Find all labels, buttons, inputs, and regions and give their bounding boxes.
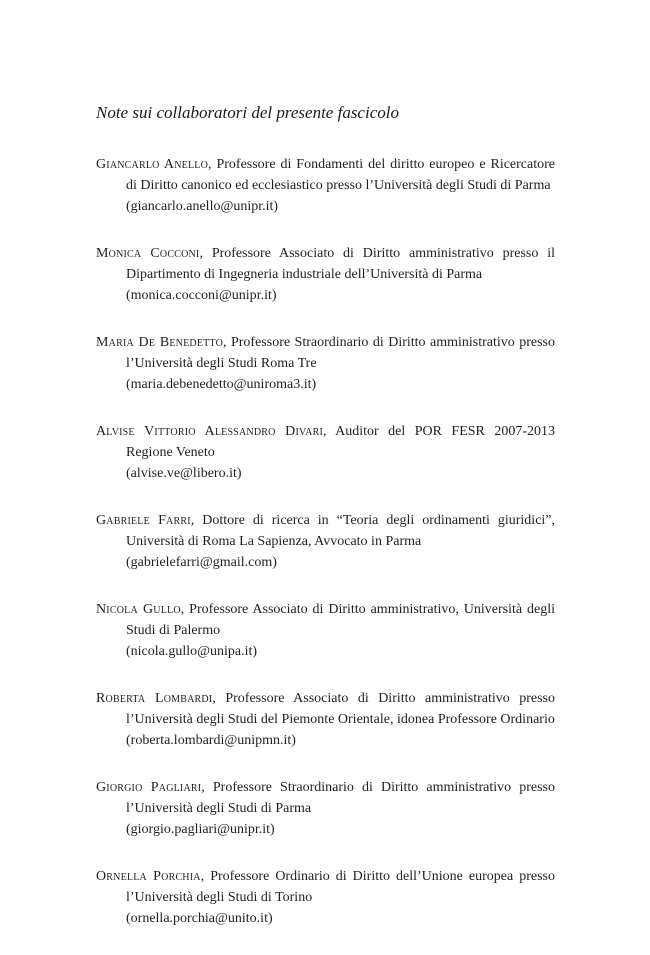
contributor-email: (gabrielefarri@gmail.com) [126,555,277,570]
contributor-entry: Monica Cocconi, Professore Associato di Diritto amministrativo presso il Dipartimento di Ingegneria industriale dell’Università di Parma (monica.cocconi@unipr.it) [96,243,555,306]
contributor-entry: Giorgio Pagliari, Professore Straordinario di Diritto amministrativo presso l’Università degli Studi di Parma (giorgio.pagliari@unipr.it) [96,777,555,840]
contributor-email: (monica.cocconi@unipr.it) [126,288,277,303]
contributor-description: Professore Ordinario di Diritto dell’Unione europea presso l’Università degli Studi di Torino [126,869,555,905]
contributor-name: Ornella Porchia [96,869,201,884]
contributor-entry: Roberta Lombardi, Professore Associato di Diritto amministrativo presso l’Università degli Studi del Piemonte Orientale, idonea Professore Ordinario (roberta.lombardi@unipmn.it) [96,688,555,751]
contributor-description: Professore Straordinario di Diritto amministrativo presso l’Università degli Studi Roma Tre [126,335,555,371]
contributor-email: (nicola.gullo@unipa.it) [126,644,258,659]
contributor-entry: Ornella Porchia, Professore Ordinario di Diritto dell’Unione europea presso l’Università degli Studi di Torino (ornella.porchia@unito.it) [96,866,555,929]
contributor-description: Professore Straordinario di Diritto amministrativo presso l’Università degli Studi di Parma [126,780,556,816]
contributor-name: Nicola Gullo [96,602,181,617]
contributor-entry: Giancarlo Anello, Professore di Fondamenti del diritto europeo e Ricercatore di Diritto canonico ed ecclesiastico presso l’Università degli Studi di Parma (giancarlo.anello@unipr.it) [96,154,555,217]
contributor-description: Professore di Fondamenti del diritto europeo e Ricercatore di Diritto canonico ed ecclesiastico presso l’Università degli Studi di Parma [126,157,555,193]
contributor-description: Professore Associato di Diritto amministrativo presso il Dipartimento di Ingegneria industriale dell’Università di Parma [126,246,556,282]
contributor-email: (giancarlo.anello@unipr.it) [126,199,279,214]
contributor-name: Monica Cocconi [96,246,200,261]
contributors-list [96,154,555,955]
contributor-name: Roberta Lombardi [96,691,213,706]
contributor-email: (giorgio.pagliari@unipr.it) [126,822,275,837]
contributor-name: Alvise Vittorio Alessandro Divari [96,424,323,439]
contributor-entry: Nicola Gullo, Professore Associato di Diritto amministrativo, Università degli Studi di Palermo (nicola.gullo@unipa.it) [96,599,555,662]
contributor-entry: Maria De Benedetto, Professore Straordinario di Diritto amministrativo presso l’Università degli Studi Roma Tre (maria.debenedetto@uniroma3.it) [96,332,555,395]
contributor-entry: Alvise Vittorio Alessandro Divari, Auditor del POR FESR 2007-2013 Regione Veneto (alvise.ve@libero.it) [96,421,555,484]
contributor-email: (alvise.ve@libero.it) [126,466,242,481]
contributor-name: Maria De Benedetto [96,335,223,350]
contributor-email: (ornella.porchia@unito.it) [126,911,273,926]
contributor-name: Giorgio Pagliari [96,780,202,795]
contributor-name: Giancarlo Anello [96,157,209,172]
contributor-description: Dottore di ricerca in “Teoria degli ordinamenti giuridici”, Università di Roma La Sapienza, Avvocato in Parma [126,513,556,549]
contributor-email: (roberta.lombardi@unipmn.it) [126,733,296,748]
contributor-name: Gabriele Farri [96,513,191,528]
contributor-description: Professore Associato di Diritto amministrativo, Università degli Studi di Palermo [126,602,555,638]
contributor-email: (maria.debenedetto@uniroma3.it) [126,377,317,392]
contributor-description: Auditor del POR FESR 2007-2013 Regione Veneto [126,424,555,460]
contributor-entry: Gabriele Farri, Dottore di ricerca in “Teoria degli ordinamenti giuridici”, Università di Roma La Sapienza, Avvocato in Parma (gabrielefarri@gmail.com) [96,510,555,573]
contributor-description: Professore Associato di Diritto amministrativo presso l’Università degli Studi del Piemonte Orientale, idonea Professore Ordinario [126,691,555,727]
section-title: Note sui collaboratori del presente fascicolo [96,103,399,122]
